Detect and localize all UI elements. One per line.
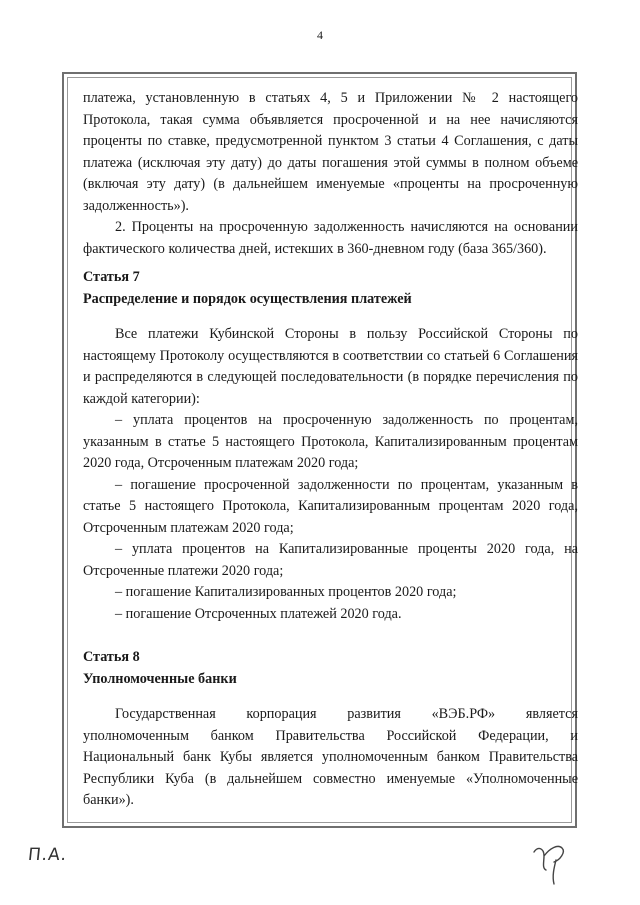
article6-paragraph-continuation: платежа, установленную в статьях 4, 5 и Приложении № 2 настоящего Протокола, такая сумма объявляется просроченной и на нее начисляются проценты по ставке, предусмотренной пунктом 3 статьи 4 Соглашения, с даты платежа (исключая эту дату) до даты погашения этой суммы в полном объеме (включая эту дату) (в дальнейшем именуемые «проценты на просроченную задолженность»). (83, 90, 578, 214)
article8-title: Уполномоченные банки (83, 670, 237, 687)
article7-list-item: – погашение Капитализированных процентов 2020 года; (115, 584, 457, 600)
handwritten-initials: П.А. (26, 845, 69, 865)
article7-list-item: – погашение просроченной задолженности по процентам, указанным в статье 5 настоящего Протокола, Капитализированным процентам 2020 года, Отсроченным платежам 2020 года; (83, 476, 578, 536)
article8-number: Статья 8 (83, 649, 140, 665)
article6-paragraph-2: 2. Проценты на просроченную задолженность начисляются на основании фактического количества дней, истекших в 360-дневном году (база 365/360). (83, 219, 578, 257)
article7-list-item: – уплата процентов на просроченную задолженность по процентам, указанным в статье 5 настоящего Протокола, Капитализированным процентам 2020 года, Отсроченным платежам 2020 года; (83, 412, 578, 471)
document-body (83, 88, 578, 812)
article7-title: Распределение и порядок осуществления платежей (83, 290, 412, 307)
article8-text: Государственная корпорация развития «ВЭБ.РФ» является уполномоченным банком Правительства Российской Федерации, и Национальный банк Кубы является уполномоченным банком Правительства Республики Куба (в дальнейшем совместно именуемые «Уполномоченные банки»). (83, 706, 578, 808)
article7-list-item: – уплата процентов на Капитализированные проценты 2020 года, на Отсроченные платежи 2020 года; (83, 541, 578, 579)
page-number: 4 (317, 28, 323, 42)
article7-intro: Все платежи Кубинской Стороны в пользу Российской Стороны по настоящему Протоколу осуществляются в соответствии со статьей 6 Соглашения и распределяются в следующей последовательности (в порядке перечисления по каждой категории): (83, 326, 578, 407)
signature-mark (530, 838, 576, 888)
article7-number: Статья 7 (83, 269, 140, 285)
article7-list-item: – погашение Отсроченных платежей 2020 года. (115, 605, 402, 622)
